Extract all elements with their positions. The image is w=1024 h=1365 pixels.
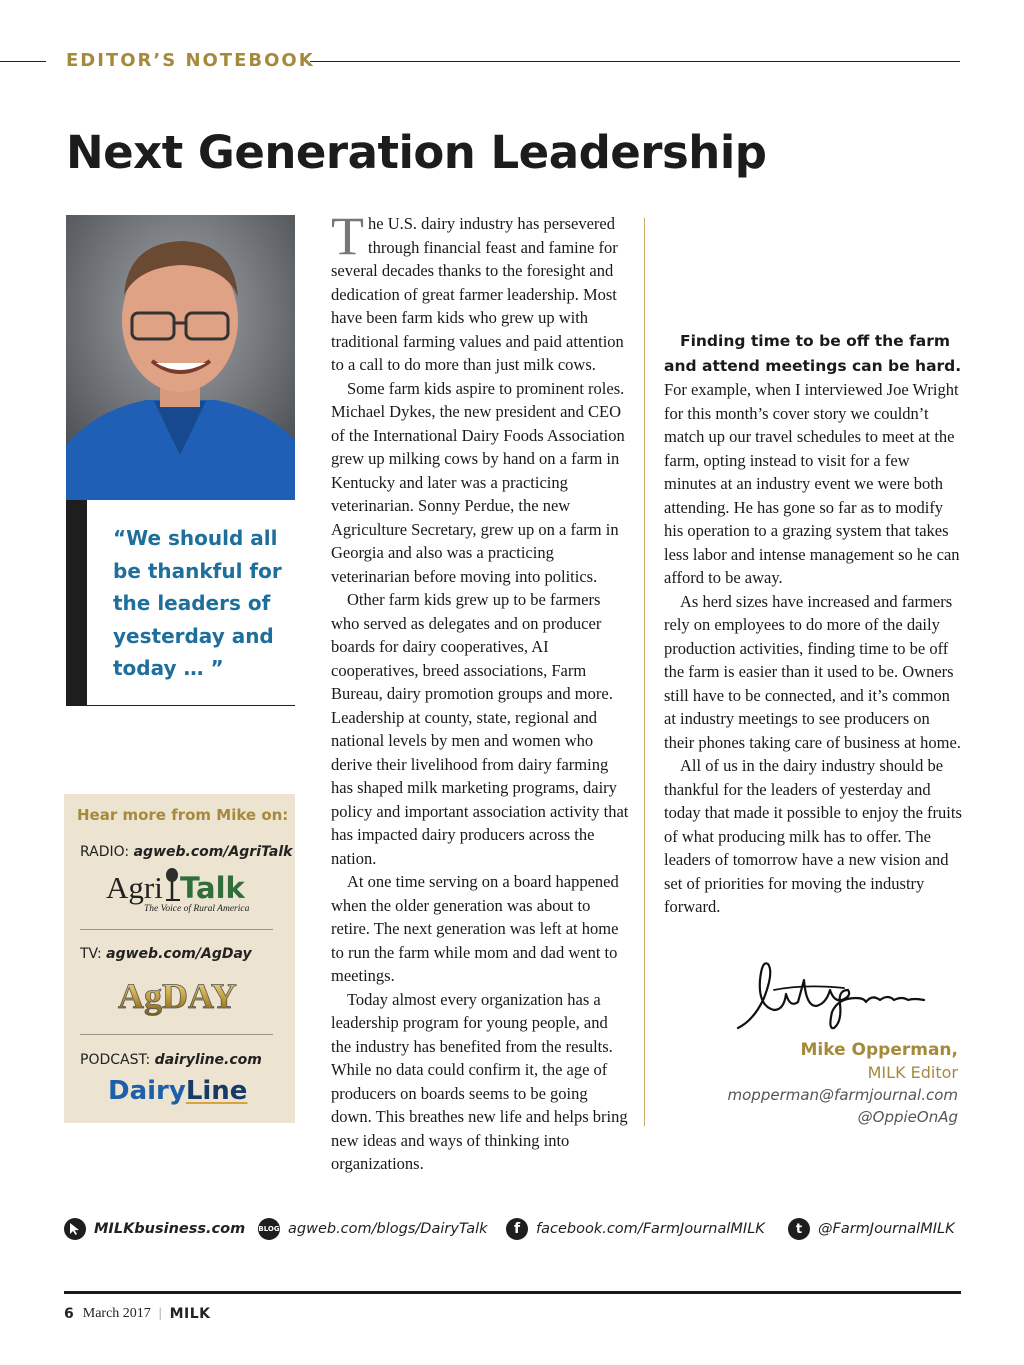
folio-divider: | (158, 1306, 162, 1321)
article-column-1 (331, 206, 631, 1176)
magazine-brand: MILK (169, 1306, 211, 1322)
website-link-text: MILKbusiness.com (94, 1221, 246, 1237)
signature-block (728, 1038, 958, 1128)
pull-quote-text: “We should all be thankful for the leaders of yesterday and today … ” (113, 526, 282, 680)
article-column-2 (664, 212, 964, 919)
headline: Next Generation Leadership (66, 126, 767, 179)
tv-label: TV: (80, 946, 107, 962)
radio-url[interactable]: agweb.com/AgriTalk (133, 844, 293, 860)
blog-icon: BLOG (258, 1218, 280, 1240)
twitter-icon: t (788, 1218, 810, 1240)
promo-radio-line (80, 844, 292, 860)
dairyline-logo-dairy: Dairy (108, 1076, 186, 1106)
signature-image (734, 950, 930, 1036)
promo-divider (80, 929, 273, 930)
author-title: MILK Editor (867, 1063, 958, 1082)
article-paragraph: All of us in the dairy industry should be thankful for the leaders of yesterday and today that made it possible to enjoy the fruits of what producing milk has to offer. The leaders of tomorrow have a new vision and set of priorities for moving the industry forward. (664, 756, 962, 916)
promo-box (64, 794, 295, 1123)
agritalk-logo-agri: Agri (106, 870, 163, 905)
section-line-right (310, 61, 960, 62)
agritalk-tagline: The Voice of Rural America (144, 904, 250, 914)
author-email[interactable]: mopperman@farmjournal.com (727, 1086, 958, 1104)
article-paragraph: The U.S. dairy industry has persevered through financial feast and famine for several decades thanks to the foresight and dedication of great farmer leadership. Most have been farm kids who grew up with traditional farming values and paid attention to a call to do more than just milk cows. (331, 206, 624, 374)
cursor-icon (64, 1218, 86, 1240)
twitter-link-text: @FarmJournalMILK (818, 1221, 955, 1237)
subhead-lead: Finding time to be off the farm and attend meetings can be hard. (664, 332, 962, 375)
article-paragraph: As herd sizes have increased and farmers rely on employees to do more of the daily production activities, finding time to be off the farm is easier than it used to be. Owners still have to be connected, and it’s common at industry meetings to see producers on their phones taking care of business at home. (664, 591, 961, 752)
tv-url[interactable]: agweb.com/AgDay (106, 946, 252, 962)
podcast-url[interactable]: dairyline.com (154, 1052, 262, 1068)
author-handle[interactable]: @OppieOnAg (857, 1108, 958, 1126)
article-paragraph: Some farm kids aspire to prominent roles. Michael Dykes, the new president and CEO of the International Dairy Foods Association grew up milking cows by hand on a farm in Kentucky and later was a practicing veterinarian. Sonny Perdue, the new Agriculture Secretary, grew up on a farm in Georgia and also was a practicing veterinarian before moving into politics. (331, 378, 625, 586)
promo-podcast-line (80, 1052, 262, 1068)
article-paragraph: Other farm kids grew up to be farmers who served as delegates and on producer boards for dairy cooperatives, AI cooperatives, breed associations, Farm Bureau, dairy promotion groups and more. Leadership at county, state, regional and national levels by men and women who derive their livelihood from dairy farming has shaped milk marketing programs, dairy policy and important association activity that has impacted dairy producers across the nation. (331, 590, 629, 868)
dropcap: T (331, 206, 364, 266)
dairyline-logo (108, 1076, 254, 1110)
footer-rule (64, 1291, 961, 1294)
article-paragraph: Today almost every organization has a leadership program for young people, and the industry has benefited from the results. While no data could confirm it, the age of producers on boards seems to be going down. This breathes new life and helps bring new ideas and ways of thinking into organizations. (331, 989, 628, 1173)
facebook-link[interactable] (506, 1218, 765, 1240)
article-paragraph: At one time serving on a board happened when the older generation was about to retire. The next generation was left at home to run the farm while mom and dad went to meetings. (331, 872, 619, 985)
column-divider (644, 218, 645, 1126)
podcast-label: PODCAST: (80, 1052, 155, 1068)
promo-title: Hear more from Mike on: (77, 806, 289, 824)
blog-link[interactable] (258, 1218, 488, 1240)
website-link[interactable] (64, 1218, 245, 1240)
pull-quote-box (66, 500, 295, 706)
agritalk-logo (106, 866, 256, 916)
issue-date: March 2017 (82, 1306, 151, 1321)
footer-links (64, 1218, 960, 1246)
blog-link-text: agweb.com/blogs/DairyTalk (288, 1221, 488, 1237)
page-number: 6 (64, 1306, 74, 1322)
promo-divider (80, 1034, 273, 1035)
article-paragraph: Finding time to be off the farm and attend meetings can be hard. For example, when I interviewed Joe Wright for this month’s cover story we couldn’t match up our travel schedules to meet at the farm, opting instead to visit for a few minutes at an industry event we were both attending. He has gone so far as to modify his operation to a grazing system that takes less labor and intense management so he can afford to be away. (664, 332, 962, 587)
radio-label: RADIO: (80, 844, 134, 860)
folio (64, 1306, 211, 1322)
twitter-link[interactable] (788, 1218, 955, 1240)
author-name: Mike Opperman, (800, 1040, 958, 1060)
editor-photo (66, 215, 295, 500)
section-label: EDITOR’S NOTEBOOK (66, 50, 315, 71)
promo-tv-line (80, 946, 252, 962)
agritalk-logo-talk: Talk (180, 871, 245, 905)
agday-logo (114, 970, 246, 1018)
dairyline-logo-line: Line (185, 1076, 248, 1106)
facebook-link-text: facebook.com/FarmJournalMILK (536, 1221, 765, 1237)
facebook-icon: f (506, 1218, 528, 1240)
section-line-left (0, 61, 46, 62)
agday-logo-text: AgDAY (118, 976, 237, 1016)
